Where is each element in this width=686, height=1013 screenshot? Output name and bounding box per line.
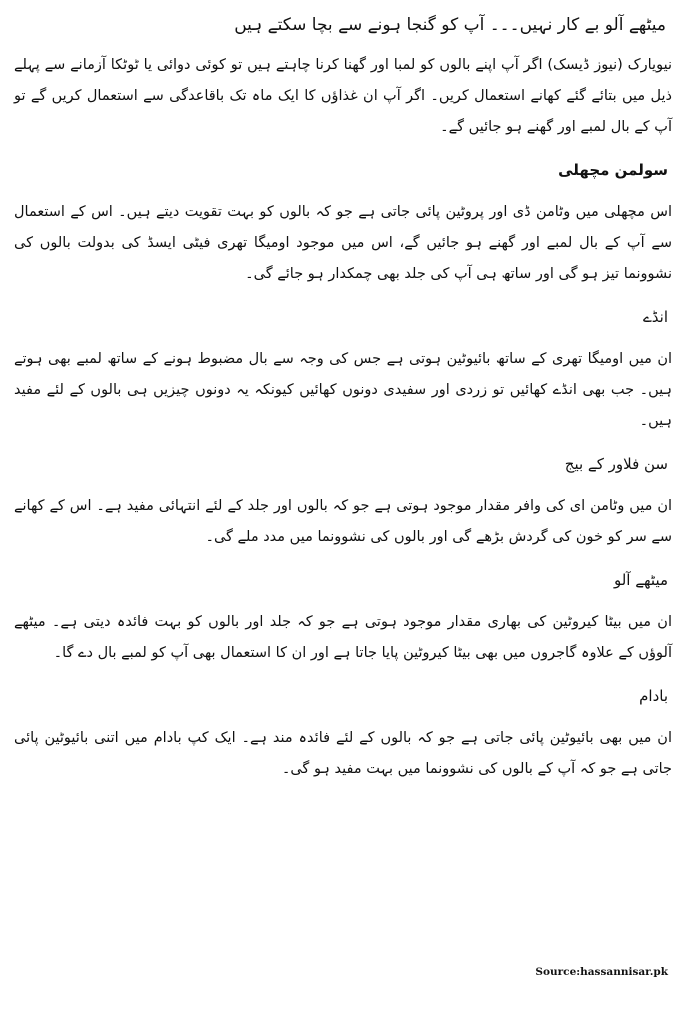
- section-title-salmon: سولمن مچھلی: [558, 161, 668, 179]
- section-body-almonds: ان میں بھی بائیوٹین پائی جاتی ہے جو کہ بالوں کے لئے فائدہ مند ہے۔ ایک کپ بادام میں اتنی بائیوٹین پائی جاتی ہے جو کہ آپ کے بالوں کی نشوونما میں بہت مفید ہو گی۔: [14, 730, 672, 777]
- section-title-almonds: بادام: [639, 687, 668, 705]
- source-credit: Source:hassannisar.pk: [535, 966, 668, 978]
- section-body-sunflower-seeds: ان میں وٹامن ای کی وافر مقدار موجود ہوتی ہے جو کہ بالوں اور جلد کے لئے انتہائی مفید ہے۔ اس کے کھانے سے سر کو خون کی گردش بڑھے گی اور بالوں کی نشوونما میں مدد ملے گی۔: [14, 498, 672, 545]
- section-body-eggs: ان میں اومیگا تھری کے ساتھ بائیوٹین ہوتی ہے جس کی وجہ سے بال مضبوط ہونے کے ساتھ لمبے بھی ہوتے ہیں۔ جب بھی انڈے کھائیں تو زردی اور سفیدی دونوں کھائیں کیونکہ یہ دونوں چیزیں ہی بالوں کے لئے مفید ہیں۔: [14, 351, 672, 429]
- section-body-salmon: اس مچھلی میں وٹامن ڈی اور پروٹین پائی جاتی ہے جو کہ بالوں کو بہت تقویت دیتے ہیں۔ اس کے استعمال سے آپ کے بال لمبے اور گھنے ہو جائیں گے، اس میں موجود اومیگا تھری فیٹی ایسڈ کی بدولت بالوں کی نشوونما تیز ہو گی اور ساتھ ہی آپ کی جلد بھی چمکدار ہو جائے گی۔: [14, 204, 672, 282]
- section-title-sunflower-seeds: سن فلاور کے بیج: [564, 455, 668, 473]
- article-headline: میٹھے آلو بے کار نہیں۔۔۔ آپ کو گنجا ہونے سے بچا سکتے ہیں: [234, 15, 666, 35]
- section-title-eggs: انڈے: [642, 308, 668, 326]
- intro-paragraph: نیویارک (نیوز ڈیسک) اگر آپ اپنے بالوں کو لمبا اور گھنا کرنا چاہتے ہیں تو کوئی دوائی یا ٹوٹکا آزمانے سے پہلے ذیل میں بتائے گئے کھانے استعمال کریں۔ اگر آپ ان غذاؤں کا ایک ماہ تک باقاعدگی سے استعمال کریں گے تو آپ کے بال لمبے اور گھنے ہو جائیں گے۔: [14, 57, 672, 135]
- section-title-sweet-potatoes: میٹھے آلو: [613, 571, 668, 589]
- article: [14, 12, 672, 799]
- section-body-sweet-potatoes: ان میں بیٹا کیروٹین کی بھاری مقدار موجود ہوتی ہے جو کہ جلد اور بالوں کو بہت فائدہ دیتی ہے۔ میٹھے آلوؤں کے علاوہ گاجروں میں بھی بیٹا کیروٹین پایا جاتا ہے اور ان کا استعمال بھی آپ کو لمبے بال دے گا۔: [14, 614, 672, 661]
